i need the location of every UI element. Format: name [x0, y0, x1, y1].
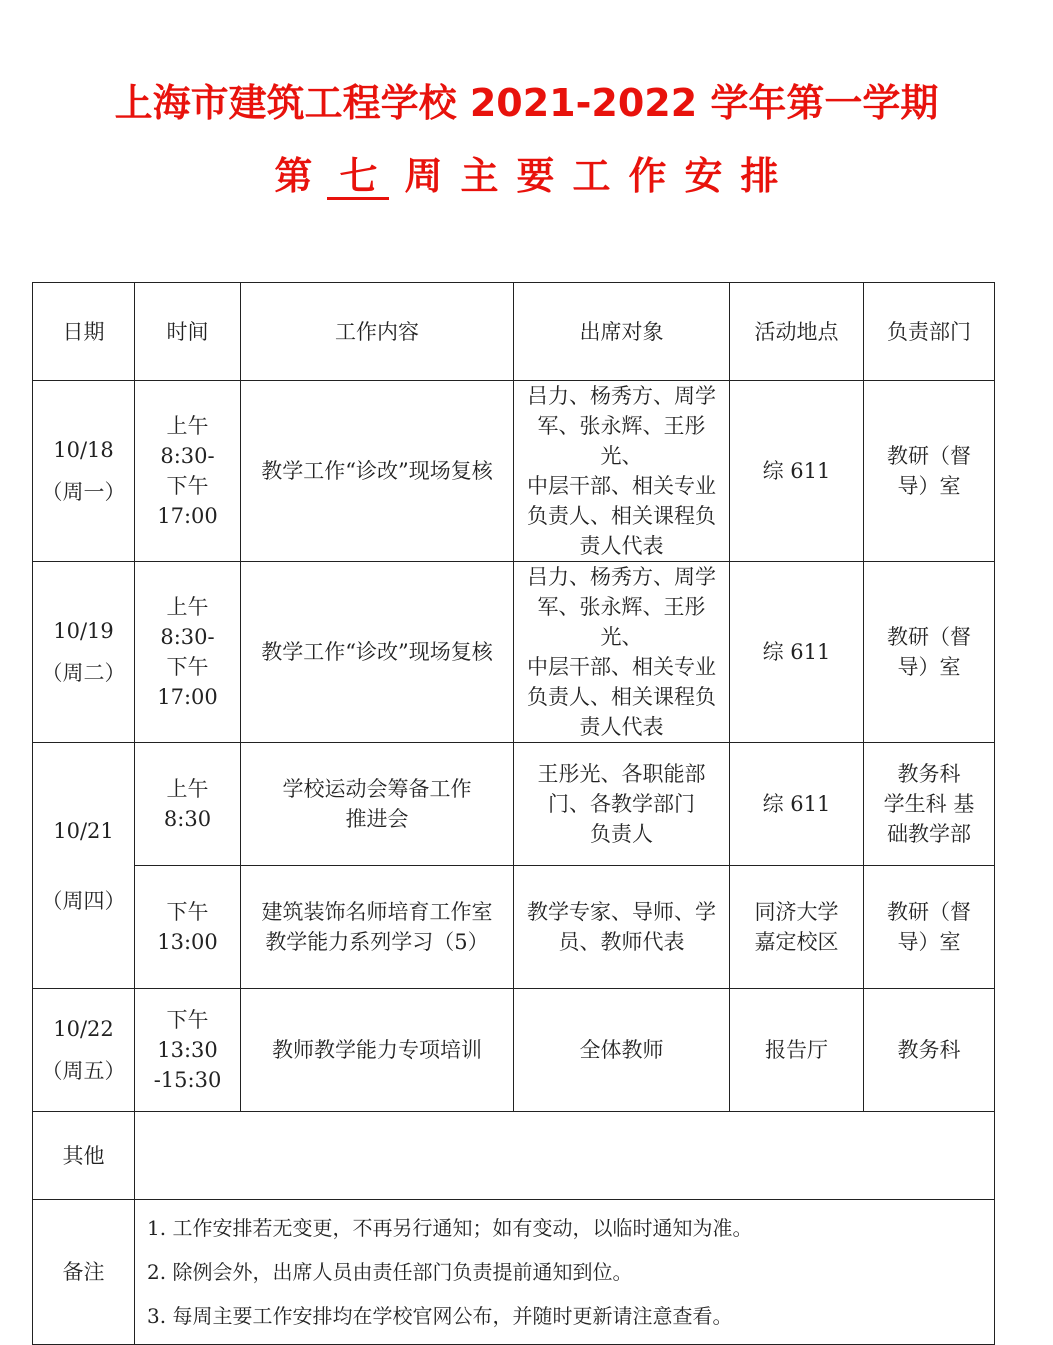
table-row [33, 562, 995, 743]
department-line: 教研（督 [887, 625, 971, 649]
content-cell [241, 381, 514, 562]
content-line: 教师教学能力专项培训 [272, 1038, 482, 1062]
department-line: 教研（督 [887, 900, 971, 924]
department-line: 教务科 [897, 762, 961, 786]
remark-item: 2. 除例会外，出席人员由责任部门负责提前通知到位。 [147, 1260, 633, 1284]
table-row [33, 743, 995, 866]
table-header-row [33, 283, 995, 381]
content-cell [241, 866, 514, 989]
location-line: 综 611 [762, 792, 831, 816]
other-value [135, 1112, 995, 1200]
attendees-line: 员、教师代表 [558, 930, 685, 954]
attendees-line: 门、各教学部门 [548, 792, 695, 816]
content-cell [241, 743, 514, 866]
date-cell [33, 381, 135, 562]
remarks-row [33, 1200, 995, 1345]
date: 10/21 [53, 818, 114, 843]
subtitle-word: 主 [460, 154, 499, 198]
content-line: 教学工作“诊改”现场复核 [261, 640, 493, 664]
attendees-cell [514, 743, 730, 866]
date: 10/19 [53, 619, 114, 643]
time-line: 下午 [166, 655, 209, 679]
attendees-line: 责人代表 [579, 534, 664, 558]
time-line: 8:30- [160, 625, 215, 649]
date-cell [33, 989, 135, 1112]
location-line: 报告厅 [765, 1038, 828, 1062]
time-cell [135, 381, 241, 562]
time-line: 下午 [166, 900, 209, 924]
location-line: 嘉定校区 [754, 930, 839, 954]
location-cell [730, 381, 864, 562]
content-line: 学校运动会筹备工作 [282, 777, 472, 801]
subtitle-word: 工 [572, 154, 611, 198]
time-line: 17:00 [157, 504, 218, 528]
department-cell [864, 989, 995, 1112]
time-cell [135, 562, 241, 743]
time-cell [135, 743, 241, 866]
other-label: 其他 [33, 1112, 135, 1200]
content-cell [241, 562, 514, 743]
location-cell [730, 866, 864, 989]
attendees-line: 负责人、相关课程负 [527, 685, 716, 709]
attendees-line: 责人代表 [579, 715, 664, 739]
time-cell [135, 989, 241, 1112]
subtitle-word: 安 [684, 154, 723, 198]
date-cell [33, 562, 135, 743]
document-subtitle [0, 150, 1053, 202]
date: 10/22 [53, 1017, 114, 1041]
attendees-line: 中层干部、相关专业 [527, 655, 716, 679]
date-cell [33, 743, 135, 989]
department-line: 导）室 [897, 474, 961, 498]
department-cell [864, 562, 995, 743]
location-line: 同济大学 [754, 900, 839, 924]
weekday: （周五） [41, 1059, 126, 1083]
attendees-line: 军、张永辉、王彤光、 [537, 595, 706, 649]
content-line: 建筑装饰名师培育工作室 [261, 900, 493, 924]
weekday: （周二） [41, 661, 126, 685]
attendees-cell [514, 866, 730, 989]
content-line: 教学能力系列学习（5） [265, 930, 489, 954]
department-line: 学生科 基 [883, 792, 975, 816]
remarks-label: 备注 [33, 1200, 135, 1345]
remark-item: 3. 每周主要工作安排均在学校官网公布，并随时更新请注意查看。 [147, 1304, 733, 1328]
column-header: 工作内容 [241, 283, 514, 381]
department-line: 教务科 [897, 1038, 961, 1062]
time-cell [135, 866, 241, 989]
time-line: 13:30 [157, 1038, 218, 1062]
time-line: 8:30 [163, 807, 212, 831]
department-line: 导）室 [897, 655, 961, 679]
attendees-cell [514, 381, 730, 562]
attendees-line: 负责人、相关课程负 [527, 504, 716, 528]
attendees-line: 吕力、杨秀方、周学 [527, 565, 716, 589]
column-header: 日期 [33, 283, 135, 381]
attendees-line: 王彤光、各职能部 [537, 762, 706, 786]
other-row [33, 1112, 995, 1200]
table-row [33, 989, 995, 1112]
content-line: 教学工作“诊改”现场复核 [261, 459, 493, 483]
subtitle-word: 周 [404, 154, 443, 198]
subtitle-word: 作 [628, 154, 667, 198]
content-line: 推进会 [345, 807, 409, 831]
department-line: 教研（督 [887, 444, 971, 468]
attendees-line: 中层干部、相关专业 [527, 474, 716, 498]
date: 10/18 [53, 438, 114, 462]
time-line: 13:00 [157, 930, 218, 954]
time-line: 下午 [166, 1008, 209, 1032]
column-header: 出席对象 [514, 283, 730, 381]
attendees-line: 军、张永辉、王彤光、 [537, 414, 706, 468]
time-line: 17:00 [157, 685, 218, 709]
remark-item: 1. 工作安排若无变更，不再另行通知；如有变动，以临时通知为准。 [147, 1216, 753, 1240]
document-title: 上海市建筑工程学校 2021-2022 学年第一学期 [114, 81, 939, 125]
column-header: 时间 [135, 283, 241, 381]
attendees-line: 全体教师 [579, 1038, 664, 1062]
time-line: 8:30- [160, 444, 215, 468]
attendees-line: 教学专家、导师、学 [527, 900, 716, 924]
subtitle-word: 要 [516, 154, 555, 198]
department-line: 导）室 [897, 930, 961, 954]
subtitle-word: 排 [740, 154, 779, 198]
time-line: 上午 [166, 777, 209, 801]
time-line: 上午 [166, 414, 209, 438]
attendees-line: 负责人 [590, 822, 653, 846]
weekday: （周四） [41, 888, 126, 913]
attendees-cell [514, 989, 730, 1112]
column-header: 负责部门 [864, 283, 995, 381]
department-cell [864, 743, 995, 866]
table-row [33, 866, 995, 989]
content-cell [241, 989, 514, 1112]
schedule-table [32, 282, 995, 1345]
location-line: 综 611 [762, 640, 831, 664]
time-line: -15:30 [153, 1068, 222, 1092]
location-cell [730, 743, 864, 866]
week-number: 七 [327, 155, 389, 200]
location-cell [730, 989, 864, 1112]
location-line: 综 611 [762, 459, 831, 483]
column-header: 活动地点 [730, 283, 864, 381]
time-line: 下午 [166, 474, 209, 498]
weekday: （周一） [41, 480, 126, 504]
time-line: 上午 [166, 595, 209, 619]
subtitle-prefix: 第 [274, 154, 313, 198]
attendees-cell [514, 562, 730, 743]
table-row [33, 381, 995, 562]
location-cell [730, 562, 864, 743]
department-cell [864, 381, 995, 562]
department-cell [864, 866, 995, 989]
attendees-line: 吕力、杨秀方、周学 [527, 384, 716, 408]
department-line: 础教学部 [887, 822, 971, 846]
remarks-content [135, 1200, 995, 1345]
